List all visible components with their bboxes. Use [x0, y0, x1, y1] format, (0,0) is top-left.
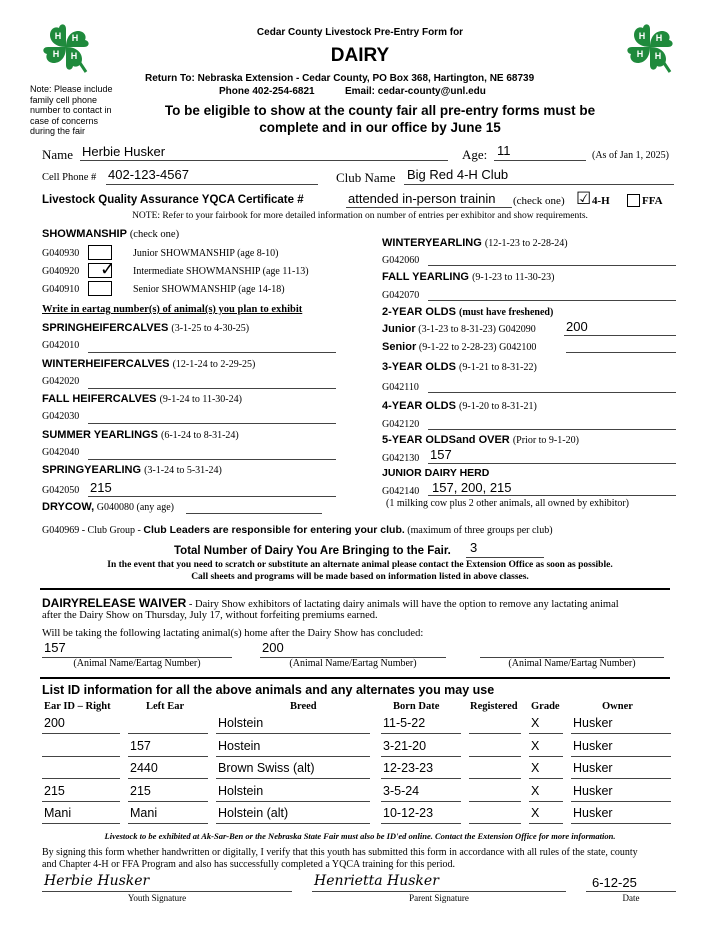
svg-text:H: H	[54, 31, 62, 41]
id-table-line	[381, 823, 461, 824]
animal-caption: (Animal Name/Eartag Number)	[289, 658, 417, 669]
summer-yearlings-heading: SUMMER YEARLINGS (6-1-24 to 8-31-24)	[42, 429, 239, 441]
club-group-row: G040969 - Club Group - Club Leaders are responsible for entering your club. (maximum of three groups per club)	[42, 524, 553, 536]
five-year-field[interactable]: 157	[430, 447, 452, 462]
class-code: G042010	[42, 340, 80, 351]
eligibility-line-2: complete and in our office by June 15	[259, 120, 501, 135]
id-table-line	[128, 733, 208, 734]
entry-line	[428, 495, 676, 496]
id-table-line	[216, 801, 370, 802]
entry-line	[564, 335, 676, 336]
id-list-heading: List ID information for all the above animals and any alternates you may use	[42, 683, 495, 697]
divider	[40, 677, 670, 679]
two-year-junior-field[interactable]: 200	[566, 319, 588, 334]
ffa-checkbox[interactable]	[627, 194, 640, 207]
contact-phone: Phone 402-254-6821	[219, 86, 315, 97]
entry-line	[428, 265, 676, 266]
svg-text:H: H	[638, 31, 646, 41]
id-table-line	[469, 733, 521, 734]
fairbook-note: NOTE: Refer to your fairbook for more detailed information on number of entries per exhibitor and show requirements.	[132, 211, 588, 221]
id-table-line	[381, 733, 461, 734]
id-table-line	[216, 756, 370, 757]
ffa-label: FFA	[642, 195, 663, 207]
showmanship-label: Senior SHOWMANSHIP (age 14-18)	[133, 284, 285, 295]
four-h-label: 4-H	[592, 195, 610, 207]
junior-dairy-herd-field[interactable]: 157, 200, 215	[432, 480, 512, 495]
showmanship-code: G040920	[42, 266, 80, 277]
id-table-cell[interactable]: 10-12-23	[383, 806, 434, 820]
junior-showmanship-checkbox[interactable]	[88, 245, 112, 260]
youth-signature-label: Youth Signature	[127, 893, 187, 903]
entry-line	[566, 352, 676, 353]
form-title: DAIRY	[330, 45, 390, 66]
entry-line	[428, 463, 676, 464]
lactating-animal-2-field[interactable]: 200	[262, 640, 284, 655]
four-h-checkbox[interactable]: ☑	[576, 189, 592, 208]
club-line	[404, 184, 674, 185]
class-code: G042060	[382, 255, 420, 266]
yqca-label: Livestock Quality Assurance YQCA Certificate #	[42, 194, 304, 206]
name-line	[80, 160, 448, 161]
id-table-cell[interactable]: X	[531, 738, 540, 753]
id-table-line	[529, 823, 563, 824]
fall-yearling-heading: FALL YEARLING (9-1-23 to 11-30-23)	[382, 271, 555, 283]
yqca-line	[346, 207, 512, 208]
senior-showmanship-checkbox[interactable]	[88, 281, 112, 296]
id-table-line	[469, 823, 521, 824]
id-table-cell[interactable]: Husker	[573, 716, 613, 730]
divider	[40, 588, 670, 590]
svg-text:H: H	[636, 49, 644, 59]
id-table-cell[interactable]: Holstein	[218, 783, 264, 798]
showmanship-code: G040910	[42, 284, 80, 295]
col-owner: Owner	[602, 701, 633, 712]
id-table-cell[interactable]: 200	[44, 716, 65, 730]
spring-heifer-calves-heading: SPRINGHEIFERCALVES (3-1-25 to 4-30-25)	[42, 322, 250, 334]
id-table-cell[interactable]: 215	[130, 783, 151, 798]
id-table-cell[interactable]: X	[531, 716, 540, 730]
id-table-line	[571, 756, 671, 757]
id-table-cell[interactable]: Husker	[573, 806, 613, 820]
col-ear-right: Ear ID – Right	[44, 701, 111, 712]
id-table-cell[interactable]: Husker	[573, 783, 613, 798]
signature-line	[586, 891, 676, 892]
entry-line	[88, 352, 336, 353]
winter-yearling-heading: WINTERYEARLING (12-1-23 to 2-28-24)	[382, 237, 568, 249]
id-table-cell[interactable]: 2440	[130, 761, 158, 775]
name-field[interactable]: Herbie Husker	[82, 144, 166, 159]
contact-email: Email: cedar-county@unl.edu	[345, 86, 486, 97]
id-table-line	[381, 756, 461, 757]
id-table-line	[529, 801, 563, 802]
eligibility-line-1: To be eligible to show at the county fair all pre-entry forms must be	[164, 103, 596, 118]
total-field[interactable]: 3	[470, 540, 478, 555]
total-label: Total Number of Dairy You Are Bringing to the Fair.	[174, 545, 451, 557]
id-table-line	[216, 733, 370, 734]
class-code: G042040	[42, 447, 80, 458]
signature-line	[42, 891, 292, 892]
entry-line	[88, 459, 336, 460]
class-code: G042030	[42, 411, 80, 422]
class-code: G042070	[382, 290, 420, 301]
two-year-senior-row: Senior (9-1-22 to 2-28-23) G042100	[382, 341, 537, 353]
signature-statement-1: By signing this form whether handwritten or digitally, I verify that this youth has submitted this form in accordance with all rules of the state, county	[42, 847, 638, 858]
four-year-olds-heading: 4-YEAR OLDS (9-1-20 to 8-31-21)	[382, 400, 537, 412]
age-label: Age:	[462, 147, 488, 162]
waiver-line-1: DAIRYRELEASE WAIVER - Dairy Show exhibitors of lactating dairy animals will have the option to remove any lactating animal	[42, 596, 619, 610]
id-table-cell[interactable]: Mani	[130, 806, 158, 820]
id-table-cell[interactable]: 3-5-24	[383, 783, 420, 798]
signature-line	[312, 891, 566, 892]
name-label: Name	[42, 147, 74, 162]
showmanship-code: G040930	[42, 248, 80, 259]
class-code: G042020	[42, 376, 80, 387]
class-code: G042110	[382, 382, 419, 393]
total-line	[466, 557, 544, 558]
cell-label: Cell Phone #	[42, 172, 97, 183]
age-field[interactable]: 11	[497, 143, 511, 158]
id-table-cell[interactable]: Holstein	[218, 716, 264, 730]
club-label: Club Name	[336, 170, 396, 185]
id-table-line	[571, 823, 671, 824]
id-table-line	[381, 801, 461, 802]
waiver-taking: Will be taking the following lactating animal(s) home after the Dairy Show has concluded:	[42, 628, 424, 639]
id-table-cell[interactable]: X	[531, 761, 540, 775]
cell-line	[106, 184, 318, 185]
cell-phone-field[interactable]: 402-123-4567	[108, 167, 189, 182]
spring-yearling-field[interactable]: 215	[90, 480, 112, 495]
id-table-line	[381, 778, 461, 779]
date-label: Date	[622, 893, 640, 903]
id-table-line	[571, 778, 671, 779]
id-table-line	[42, 801, 120, 802]
id-table-cell[interactable]: X	[531, 806, 540, 820]
age-line	[494, 160, 586, 161]
showmanship-label: Intermediate SHOWMANSHIP (age 11-13)	[133, 266, 309, 277]
id-table-cell[interactable]: Brown Swiss (alt)	[218, 761, 315, 775]
col-born-date: Born Date	[393, 701, 440, 712]
col-registered: Registered	[470, 701, 518, 712]
class-code: G042120	[382, 419, 420, 430]
animal-caption: (Animal Name/Eartag Number)	[73, 658, 201, 669]
date-field[interactable]: 6-12-25	[592, 875, 637, 890]
svg-text:H: H	[654, 51, 662, 61]
id-table-cell[interactable]: 215	[44, 783, 65, 798]
entry-line	[428, 429, 676, 430]
id-table-line	[469, 801, 521, 802]
junior-herd-note: (1 milking cow plus 2 other animals, all owned by exhibitor)	[386, 498, 630, 509]
id-table-line	[42, 778, 120, 779]
id-footnote: Livestock to be exhibited at Ak-Sar-Ben or the Nebraska State Fair must also be ID'ed online. Contact the Extension Office for more information.	[104, 831, 616, 841]
id-table-line	[42, 756, 120, 757]
check-one-label: (check one)	[513, 195, 565, 207]
id-table-cell[interactable]: 157	[130, 738, 151, 753]
dry-cow-row: DRYCOW, G040080 (any age)	[42, 501, 174, 513]
id-table-line	[42, 733, 120, 734]
scratch-note-1: In the event that you need to scratch or substitute an alternate animal please contact the Extension Office as soon as possible.	[107, 560, 613, 570]
showmanship-heading: SHOWMANSHIP (check one)	[42, 228, 180, 240]
col-breed: Breed	[290, 701, 317, 712]
id-table-cell[interactable]: 11-5-22	[383, 716, 426, 730]
id-table-line	[571, 801, 671, 802]
svg-text:H: H	[70, 51, 78, 61]
id-table-cell[interactable]: 3-21-20	[383, 738, 427, 753]
id-table-line	[469, 778, 521, 779]
club-name-field[interactable]: Big Red 4-H Club	[407, 167, 509, 182]
winter-heifer-calves-heading: WINTERHEIFERCALVES (12-1-24 to 2-29-25)	[42, 358, 256, 370]
spring-yearling-heading: SPRINGYEARLING (3-1-24 to 5-31-24)	[42, 464, 222, 476]
class-code: G042050	[42, 485, 80, 496]
parent-signature-field[interactable]: Henrietta Husker	[314, 873, 439, 889]
fall-heifer-calves-heading: FALL HEIFERCALVES (9-1-24 to 11-30-24)	[42, 393, 242, 405]
two-year-junior-row: Junior (3-1-23 to 8-31-23) G042090	[382, 323, 536, 335]
id-table-cell[interactable]: Husker	[573, 761, 613, 775]
entry-line	[88, 423, 336, 424]
yqca-field[interactable]: attended in-person trainin	[348, 191, 496, 206]
col-left-ear: Left Ear	[146, 701, 185, 712]
id-table-cell[interactable]: Husker	[573, 738, 613, 753]
id-table-cell[interactable]: 12-23-23	[383, 761, 434, 775]
parent-signature-label: Parent Signature	[409, 893, 469, 903]
entry-line	[186, 513, 322, 514]
entry-line	[428, 392, 676, 393]
id-table-line	[128, 756, 208, 757]
id-table-line	[529, 733, 563, 734]
animal-caption: (Animal Name/Eartag Number)	[508, 658, 636, 669]
class-code: G042130	[382, 453, 420, 464]
phone-note: Note: Please include family cell phone number to contact in case of concerns during the fair	[30, 84, 113, 136]
id-table-line	[42, 823, 120, 824]
entry-line	[88, 388, 336, 389]
svg-text:H: H	[655, 33, 663, 43]
id-table-cell[interactable]: Hostein	[218, 738, 261, 753]
age-note: (As of Jan 1, 2025)	[592, 150, 669, 161]
entry-line	[88, 496, 336, 497]
signature-statement-2: and Chapter 4-H or FFA Program and also has successfully completed a YQCA training for this period.	[42, 859, 455, 870]
form-title-top: Cedar County Livestock Pre-Entry Form for	[256, 27, 464, 38]
id-table-line	[216, 823, 370, 824]
check-mark-icon: ✓	[100, 259, 116, 279]
id-table-line	[469, 756, 521, 757]
eartag-instruction: Write in eartag number(s) of animal(s) you plan to exhibit	[42, 304, 303, 315]
junior-dairy-herd-heading: JUNIOR DAIRY HERD	[382, 467, 490, 479]
three-year-olds-heading: 3-YEAR OLDS (9-1-21 to 8-31-22)	[382, 361, 537, 373]
id-table-line	[529, 756, 563, 757]
lactating-animal-1-field[interactable]: 157	[44, 640, 66, 655]
youth-signature-field[interactable]: Herbie Husker	[44, 873, 150, 889]
col-grade: Grade	[531, 701, 560, 712]
svg-text:H: H	[71, 33, 79, 43]
id-table-cell[interactable]: Holstein (alt)	[218, 806, 289, 820]
waiver-line-2: after the Dairy Show on Thursday, July 17, without forfeiting premiums earned.	[42, 610, 378, 621]
id-table-line	[529, 778, 563, 779]
showmanship-label: Junior SHOWMANSHIP (age 8-10)	[133, 248, 279, 259]
id-table-line	[128, 801, 208, 802]
id-table-line	[128, 778, 208, 779]
entry-line	[428, 300, 676, 301]
id-table-cell[interactable]: X	[531, 783, 540, 798]
id-table-line	[571, 733, 671, 734]
id-table-line	[128, 823, 208, 824]
scratch-note-2: Call sheets and programs will be made based on information listed in above classes.	[191, 572, 529, 582]
two-year-olds-heading: 2-YEAR OLDS (must have freshened)	[382, 306, 554, 318]
class-code: G042140	[382, 486, 420, 497]
id-table-line	[216, 778, 370, 779]
return-address: Return To: Nebraska Extension - Cedar County, PO Box 368, Hartington, NE 68739	[145, 73, 535, 84]
svg-text:H: H	[52, 49, 60, 59]
five-year-olds-heading: 5-YEAR OLDSand OVER (Prior to 9-1-20)	[382, 434, 579, 446]
id-table-cell[interactable]: Mani	[44, 806, 72, 820]
